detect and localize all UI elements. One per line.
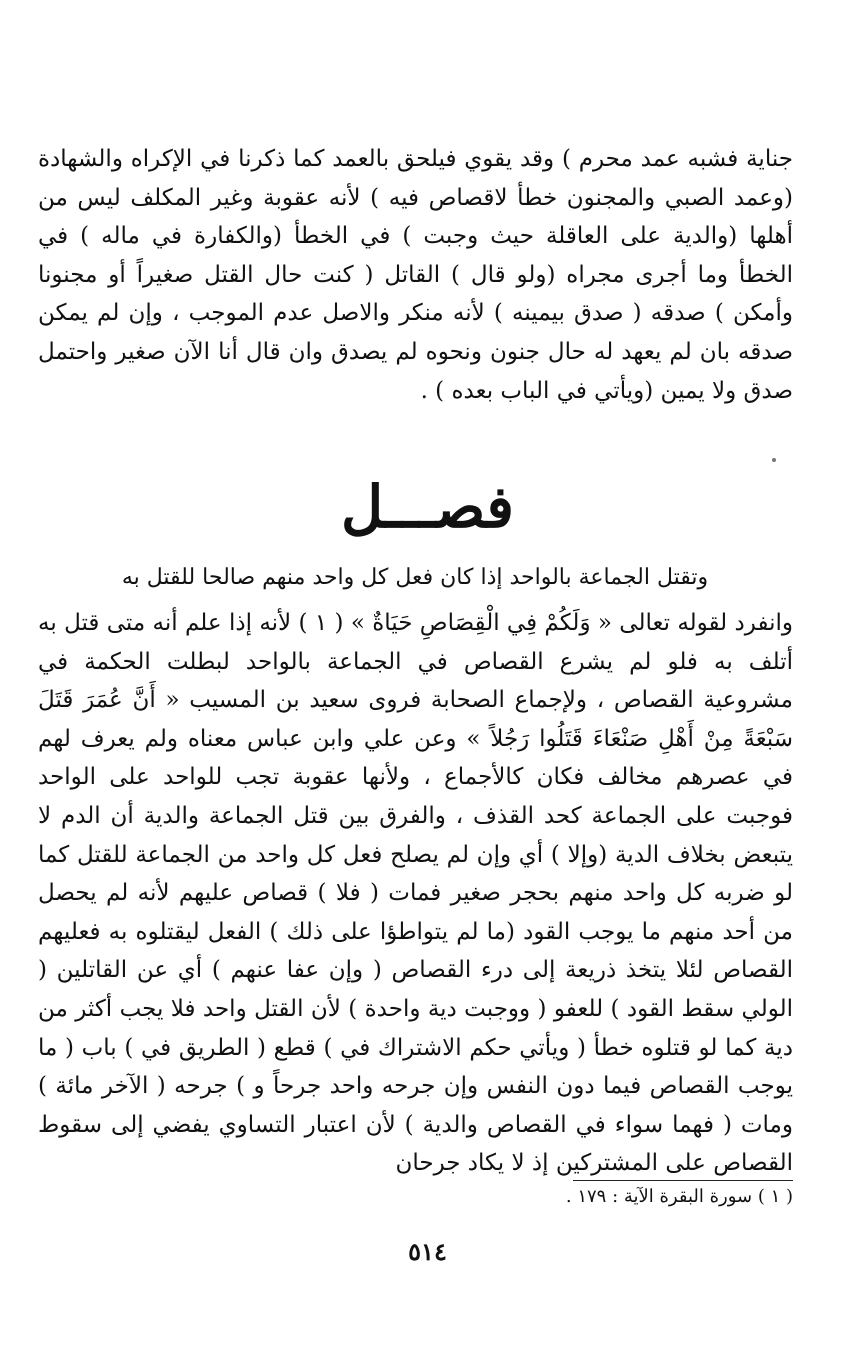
footnote-divider bbox=[573, 1180, 793, 1181]
section-heading: فصـــل bbox=[341, 473, 514, 541]
matn-line: وتقتل الجماعة بالواحد إذا كان فعل كل واحد منهم صالحا للقتل به bbox=[121, 565, 709, 590]
paragraph-continuation: جناية فشبه عمد محرم ) وقد يقوي فيلحق بالعمد كما ذكرنا في الإكراه والشهادة (وعمد الصبي والمجنون خطأ لاقصاص فيه ) لأنه عقوبة وغير المكلف ليس من أهلها (والدية على العاقلة حيث وجبت ) في الخطأ (والكفارة في ماله ) في الخطأ وما أجرى مجراه (ولو قال ) القاتل ( كنت حال القتل صغيراً أو مجنونا وأمكن ) صدقه ( صدق بيمينه ) لأنه منكر والاصل عدم الموجب ، وإن لم يمكن صدقه بان لم يعهد له حال جنون ونحوه لم يصدق وان قال أنا الآن صغير واحتمل صدق ولا يمين (ويأتي في الباب بعده ) . bbox=[38, 146, 793, 404]
page-number: ٥١٤ bbox=[408, 1237, 447, 1266]
footnote: ( ١ ) سورة البقرة الآية : ١٧٩ . bbox=[565, 1186, 793, 1207]
page-mark bbox=[772, 458, 776, 462]
paragraph-commentary: وانفرد لقوله تعالى « وَلَكُمْ فِي الْقِصَاصِ حَيَاةٌ » ( ١ ) لأنه إذا علم أنه متى قتل به أتلف به فلو لم يشرع القصاص في الجماعة بالواحد لبطلت الحكمة في مشروعية القصاص ، ولإجماع الصحابة فروى سعيد بن المسيب « أَنَّ عُمَرَ قَتَلَ سَبْعَةً مِنْ أَهْلِ صَنْعَاءَ قَتَلُوا رَجُلاً » وعن علي وابن عباس معناه ولم يعرف لهم في عصرهم مخالف فكان كالأجماع ، ولأنها عقوبة تجب للواحد على الواحد فوجبت على الجماعة كحد القذف ، والفرق بين قتل الجماعة والدية أن الدم لا يتبعض بخلاف الدية (وإلا ) أي وإن لم يصلح فعل كل واحد من الجماعة للقتل كما لو ضربه كل واحد منهم بحجر صغير فمات ( فلا ) قصاص عليهم لأنه لم يحصل من أحد منهم ما يوجب القود (ما لم يتواطؤا على ذلك ) الفعل ليقتلوه به فعليهم القصاص لئلا يتخذ ذريعة إلى درء القصاص ( وإن عفا عنهم ) أي عن القاتلين ( الولي سقط القود ) للعفو ( ووجبت دية واحدة ) لأن القتل واحد فلا يجب أكثر من دية كما لو قتلوه خطأ ( ويأتي حكم الاشتراك في ) قطع ( الطريق في ) باب ( ما يوجب القصاص فيما دون النفس وإن جرحه واحد جرحاً و ) جرحه ( الآخر مائة ) ومات ( فهما سواء في القصاص والدية ) لأن اعتبار التساوي يفضي إلى سقوط القصاص على المشتركين إذ لا يكاد جرحان bbox=[38, 610, 794, 1177]
